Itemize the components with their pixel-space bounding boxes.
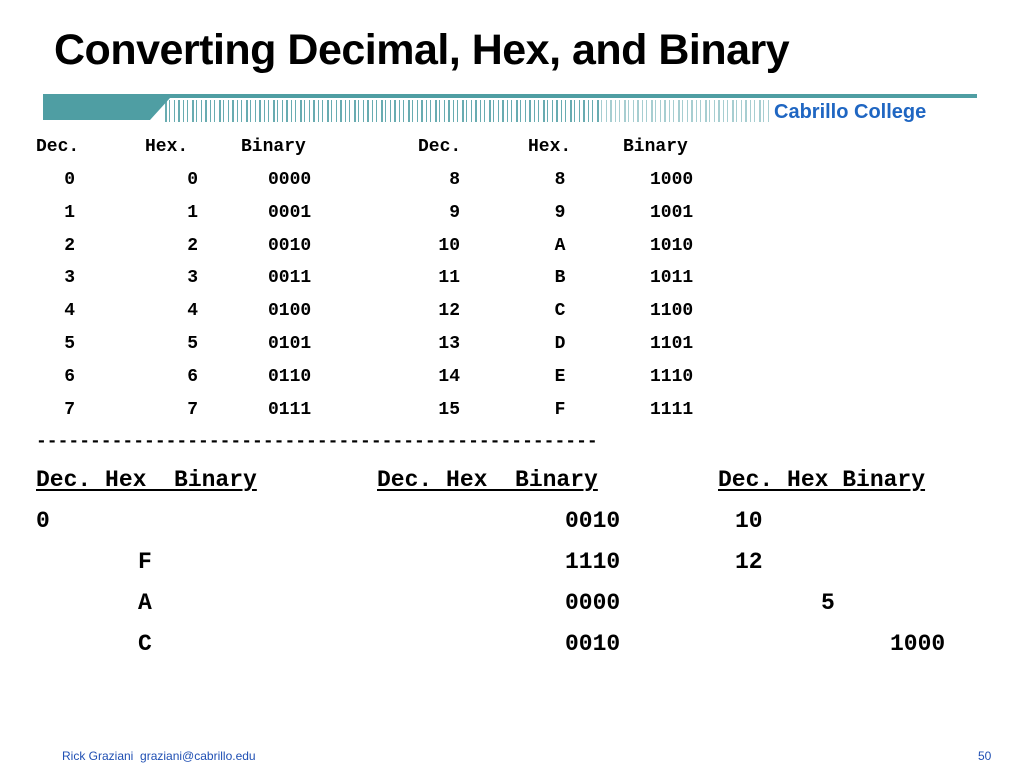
exercise-cell: C xyxy=(138,631,152,657)
table-header-hex-2: Hex. xyxy=(528,137,572,157)
table-cell: 1011 xyxy=(650,268,694,289)
table-header-hex-1: Hex. xyxy=(145,137,189,157)
table-cell: 1101 xyxy=(650,334,694,354)
table-cell: 9 xyxy=(449,202,460,223)
table-cell: 1 xyxy=(187,202,198,223)
exercise-cell: 0 xyxy=(36,508,50,534)
table-cell: 1010 xyxy=(650,235,694,256)
table-cell: C xyxy=(554,301,566,322)
table-cell: B xyxy=(554,268,566,289)
table-cell: 7 xyxy=(64,399,75,420)
table-cell: 0 xyxy=(187,170,198,190)
table-cell: 0010 xyxy=(268,235,312,256)
table-cell: 5 xyxy=(64,334,75,354)
table-cell: 1001 xyxy=(650,202,694,223)
table-cell: A xyxy=(554,235,566,256)
table-cell: 0001 xyxy=(268,202,312,223)
exercise-cell: 10 xyxy=(735,508,763,534)
table-cell: 2 xyxy=(64,235,75,256)
table-header-binary-1: Binary xyxy=(241,137,306,157)
separator-line: ---------------------------------------------------- xyxy=(36,432,598,452)
exercise-header-3: Dec. Hex Binary xyxy=(718,467,926,493)
table-cell: 2 xyxy=(187,235,198,256)
table-cell: 8 xyxy=(449,170,460,190)
table-cell: 0011 xyxy=(268,268,312,289)
exercise-header-2: Dec. Hex Binary xyxy=(377,467,598,493)
table-cell: 13 xyxy=(438,334,460,354)
table-cell: 0 xyxy=(64,170,75,190)
exercise-cell: 5 xyxy=(821,590,835,616)
table-cell: 0110 xyxy=(268,366,312,387)
table-cell: 1110 xyxy=(650,366,694,387)
table-cell: 4 xyxy=(187,301,198,322)
table-cell: 0000 xyxy=(268,170,312,190)
table-cell: 11 xyxy=(438,268,460,289)
exercise-cell: 1000 xyxy=(890,631,946,657)
table-header-dec-2: Dec. xyxy=(418,137,462,157)
table-header-binary-2: Binary xyxy=(623,137,688,157)
table-cell: 0100 xyxy=(268,301,312,322)
table-cell: 12 xyxy=(438,301,460,322)
table-cell: 0101 xyxy=(268,334,312,354)
table-cell: 6 xyxy=(64,366,75,387)
table-cell: 7 xyxy=(187,399,198,420)
exercise-cell: 0000 xyxy=(565,590,621,616)
exercise-cell: 12 xyxy=(735,549,763,575)
exercise-cell: A xyxy=(138,590,152,616)
college-logo: Cabrillo College xyxy=(774,101,927,123)
exercise-cell: F xyxy=(138,549,152,575)
exercise-header-1: Dec. Hex Binary xyxy=(36,467,257,493)
table-cell: E xyxy=(554,366,566,387)
page-number: 50 xyxy=(978,749,992,763)
footer-email: graziani@cabrillo.edu xyxy=(140,749,256,763)
table-cell: 8 xyxy=(554,170,566,190)
table-cell: 3 xyxy=(187,268,198,289)
table-cell: 15 xyxy=(438,399,460,420)
exercise-cell: 0010 xyxy=(565,508,621,534)
table-cell: D xyxy=(554,334,566,354)
exercise-cell: 1110 xyxy=(565,549,621,575)
table-cell: 1100 xyxy=(650,301,694,322)
exercise-cell: 0010 xyxy=(565,631,621,657)
table-cell: 0111 xyxy=(268,399,312,420)
table-cell: 5 xyxy=(187,334,198,354)
page-title: Converting Decimal, Hex, and Binary xyxy=(54,26,790,74)
table-cell: 9 xyxy=(554,202,566,223)
table-cell: 1111 xyxy=(650,399,694,420)
table-header-dec-1: Dec. xyxy=(36,137,80,157)
footer-author-name: Rick Graziani xyxy=(62,749,134,763)
footer-author xyxy=(62,749,256,763)
table-cell: 3 xyxy=(64,268,75,289)
table-cell: 6 xyxy=(187,366,198,387)
table-cell: 1000 xyxy=(650,170,694,190)
table-cell: 14 xyxy=(438,366,460,387)
table-cell: 4 xyxy=(64,301,75,322)
table-cell: 1 xyxy=(64,202,75,223)
table-cell: 10 xyxy=(438,235,460,256)
table-cell: F xyxy=(554,399,566,420)
